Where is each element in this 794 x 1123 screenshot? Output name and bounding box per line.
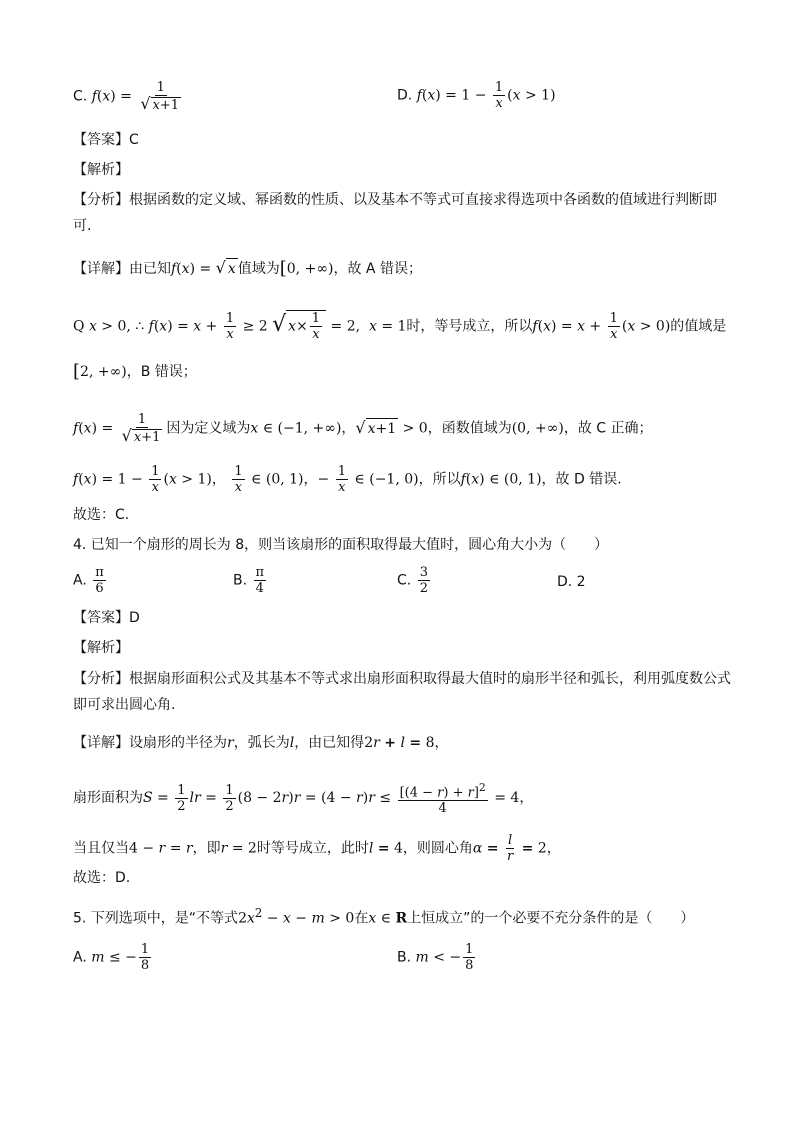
q3-detail-4: f(x) = $\frac{1}{√ x+1}$ 因为定义域为x ∈ (−1, +∞)，√ x+1 > 0，函数值域为(0, +∞)，故 C 正确； [73,412,653,445]
q4-option-b: B. $\frac{\pi}{4}$ [233,565,265,596]
q3-option-d: D. f(x) = 1 − $\frac{1}{x}$ (x > 1) [397,80,556,111]
q3-conclusion: 故选：C. [73,507,130,523]
q3-detail-1: 【详解】由已知f(x) = √ x 值域为[0, +∞)，故 A 错误； [73,258,422,279]
q4-detail-3: 当且仅当4 − r = r，即r = 2时等号成立，此时l = 4，则圆心角α = $\frac{l}{r}$ = 2， [73,833,561,864]
q4-analysis: 【分析】根据扇形面积公式及其基本不等式求出扇形面积取得最大值时的扇形半径和弧长，利用弧度数公式即可求出圆心角. [73,671,731,713]
q3-detail-3: [2, +∞)，B 错误； [73,361,197,382]
q4-jiexi: 【解析】 [73,640,129,656]
q3-option-c: C. f(x) = $\frac{1}{√ x+1}$ [73,80,180,113]
q4-conclusion: 故选：D. [73,870,131,886]
q4-option-a: A. $\frac{\pi}{6}$ [73,565,104,596]
q4-detail-1: 【详解】设扇形的半径为r，弧长为l，由已知得2r + l = 8， [73,735,449,751]
q3-answer: 【答案】C [73,132,139,148]
q4-detail-2: 扇形面积为S = $\frac{1}{2}$ lr = $\frac{1}{2}$ (8 − 2r)r = (4 − r)r ≤ $\frac{[(4 - r) + r]^2}{4}$ = 4， [73,781,534,817]
q4-stem: 4. 已知一个扇形的周长为 8，则当该扇形的面积取得最大值时，圆心角大小为（ ） [73,537,609,553]
q3-detail-5: f(x) = 1 − $\frac{1}{x}$ (x > 1)， $\frac{1}{x}$ ∈ (0, 1)，− $\frac{1}{x}$ ∈ (−1, 0)，所以f(x) ∈ (0, 1)，故 D 错误. [73,464,622,495]
q3-analysis: 【分析】根据函数的定义域、幂函数的性质、以及基本不等式可直接求得选项中各函数的值域进行判断即可. [73,192,717,234]
q4-answer: 【答案】D [73,610,140,626]
q5-option-b: B. m < − $\frac{1}{8}$ [397,942,474,973]
q3-detail-2: Q x > 0, ∴ f(x) = x + $\frac{1}{x}$ ≥ 2 √ x× $\frac{1}{x}$ = 2, x = 1时，等号成立，所以f(x) = x + $\frac{1}{x}$ (x > 0)的值域是 [73,311,727,342]
q5-option-a: A. m ≤ − $\frac{1}{8}$ [73,942,150,973]
q4-option-c: C. $\frac{3}{2}$ [397,565,428,596]
q4-option-d: D. 2 [557,574,586,590]
q5-stem: 5. 下列选项中，是“不等式$2x^2 - x - m > 0$在x ∈ R上恒成立”的一个必要不充分条件的是（ ） [73,906,695,927]
q3-jiexi: 【解析】 [73,162,129,178]
